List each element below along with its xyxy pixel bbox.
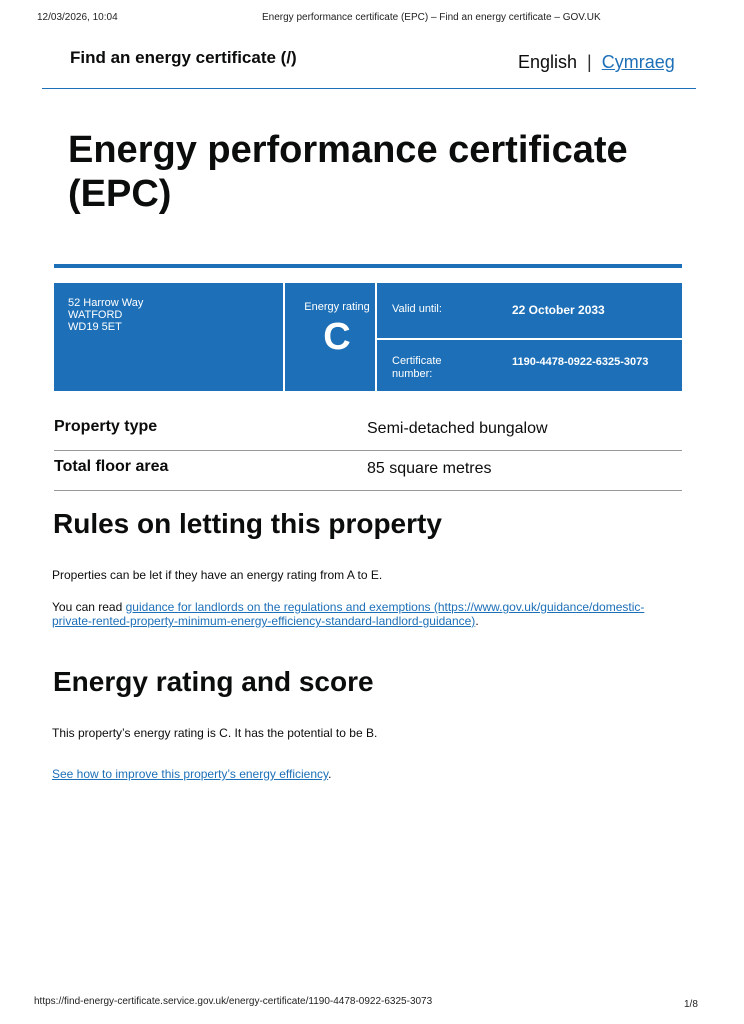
valid-until-value: 22 October 2033 xyxy=(512,303,605,317)
section-divider xyxy=(54,264,682,268)
summary-value: Semi-detached bungalow xyxy=(367,420,548,437)
certificate-summary-panel xyxy=(54,283,682,391)
energy-rating-value: C xyxy=(323,316,351,358)
print-date: 12/03/2026, 10:04 xyxy=(37,12,118,23)
summary-row-property-type xyxy=(54,414,682,451)
page-title: Energy performance certificate (EPC) xyxy=(68,129,628,215)
panel-divider xyxy=(377,338,682,340)
landlord-guidance-link[interactable]: guidance for landlords on the regulations and exemptions (https://www.gov.uk/guidance/domestic-private-rented-property-minimum-energy-efficiency-standard-landlord-guidance) xyxy=(52,600,645,628)
summary-key: Total floor area xyxy=(54,458,169,475)
rating-heading: Energy rating and score xyxy=(53,666,374,697)
address-line: 52 Harrow Way xyxy=(68,297,144,309)
language-english: English xyxy=(518,52,578,72)
improve-efficiency-link[interactable]: See how to improve this property’s energy efficiency xyxy=(52,767,329,781)
text-prefix: You can read xyxy=(52,600,126,614)
energy-rating-label: Energy rating xyxy=(304,301,370,313)
panel-divider xyxy=(375,283,377,391)
language-switcher xyxy=(518,52,675,73)
text-suffix: . xyxy=(475,614,479,628)
service-name-link[interactable]: Find an energy certificate (/) xyxy=(70,48,297,67)
header-divider xyxy=(42,88,696,89)
certificate-number-label: Certificate number: xyxy=(392,355,442,380)
print-footer-url: https://find-energy-certificate.service.gov.uk/energy-certificate/1190-4478-0922-6325-3073 xyxy=(34,996,433,1007)
summary-row-floor-area xyxy=(54,454,682,491)
certificate-number-value: 1190-4478-0922-6325-3073 xyxy=(512,356,649,368)
language-separator: | xyxy=(587,52,592,72)
summary-key: Property type xyxy=(54,418,158,435)
rating-paragraph: This property’s energy rating is C. It has the potential to be B. xyxy=(52,726,378,740)
address-line: WD19 5ET xyxy=(68,321,122,333)
panel-divider xyxy=(283,283,285,391)
valid-until-label: Valid until: xyxy=(392,303,442,315)
letting-guidance-paragraph xyxy=(52,600,672,628)
summary-value: 85 square metres xyxy=(367,460,492,477)
print-page-number: 1/8 xyxy=(684,999,698,1010)
letting-heading: Rules on letting this property xyxy=(53,508,442,539)
language-cymraeg-link[interactable]: Cymraeg xyxy=(601,52,675,72)
text-suffix: . xyxy=(328,767,332,781)
letting-paragraph: Properties can be let if they have an energy rating from A to E. xyxy=(52,568,383,582)
improve-link-line xyxy=(52,767,672,781)
address-line: WATFORD xyxy=(68,309,123,321)
print-page-title: Energy performance certificate (EPC) – Find an energy certificate – GOV.UK xyxy=(262,12,601,23)
property-address xyxy=(68,297,143,333)
